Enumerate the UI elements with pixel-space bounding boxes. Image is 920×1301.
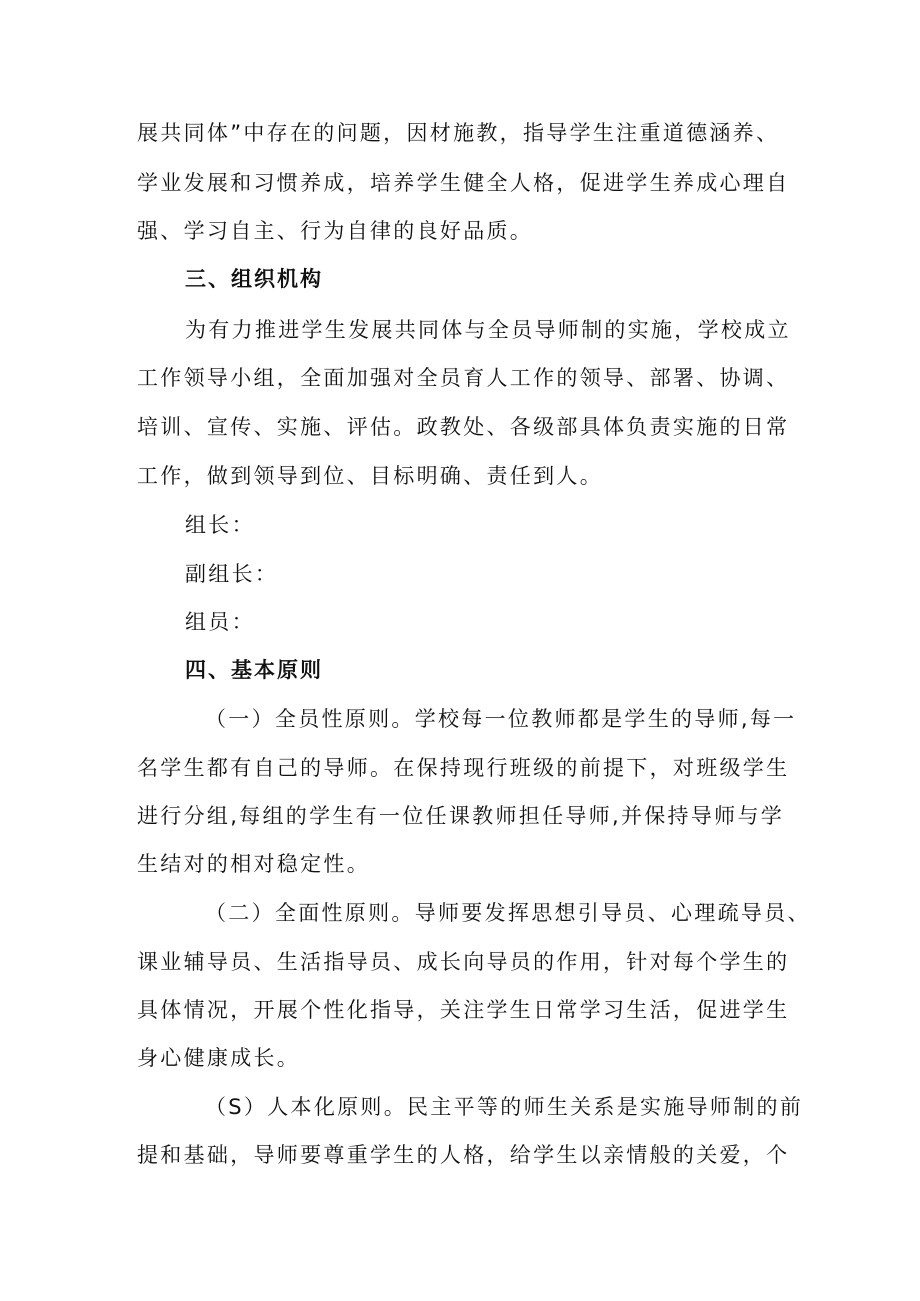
section-heading-organization: 三、组织机构 — [185, 267, 323, 291]
paragraph-line: 具体情况，开展个性化指导，关注学生日常学习生活，促进学生 — [137, 998, 790, 1022]
paragraph-line: 课业辅导员、生活指导员、成长向导员的作用，针对每个学生的 — [137, 950, 790, 974]
paragraph-line: （S）人本化原则。民主平等的师生关系是实施导师制的前 — [205, 1095, 804, 1119]
paragraph-line: 进行分组,每组的学生有一位任课教师担任导师,并保持导师与学 — [137, 804, 785, 828]
paragraph-line: 生结对的相对稳定性。 — [137, 852, 370, 876]
paragraph-line: 强、学习自主、行为自律的良好品质。 — [137, 219, 534, 243]
paragraph-line: 提和基础，导师要尊重学生的人格，给学生以亲情般的关爱，个 — [137, 1143, 790, 1167]
paragraph-line: （二）全面性原则。导师要发挥思想引导员、心理疏导员、 — [205, 901, 811, 925]
paragraph-line: 身心健康成长。 — [137, 1046, 301, 1070]
deputy-leader-label: 副组长： — [185, 562, 279, 586]
section-heading-principles: 四、基本原则 — [185, 658, 323, 682]
paragraph-line: 为有力推进学生发展共同体与全员导师制的实施，学校成立 — [185, 318, 791, 342]
paragraph-line: 展共同体”中存在的问题，因材施教，指导学生注重道德涵养、 — [137, 121, 780, 145]
paragraph-line: 名学生都有自己的导师。在保持现行班级的前提下，对班级学生 — [137, 756, 790, 780]
member-label: 组员： — [185, 610, 255, 634]
paragraph-line: 工作，做到领导到位、目标明确、责任到人。 — [137, 464, 603, 488]
paragraph-line: 学业发展和习惯养成，培养学生健全人格，促进学生养成心理自 — [137, 171, 790, 195]
leader-label: 组长： — [185, 513, 255, 537]
paragraph-line: 培训、宣传、实施、评估。政教处、各级部具体负责实施的日常 — [137, 415, 790, 439]
paragraph-line: 工作领导小组，全面加强对全员育人工作的领导、部署、协调、 — [137, 366, 790, 390]
paragraph-line: （一）全员性原则。学校每一位教师都是学生的导师,每一 — [205, 707, 797, 731]
